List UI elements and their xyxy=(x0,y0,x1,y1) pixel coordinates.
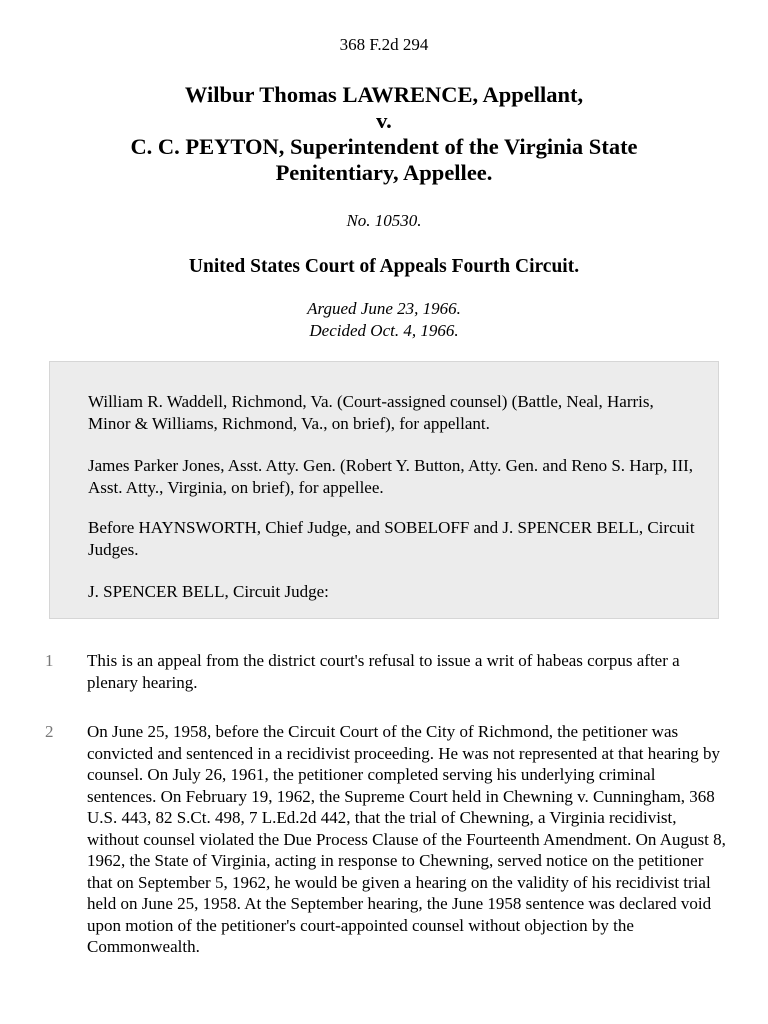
paragraph-number: 1 xyxy=(45,651,54,670)
paragraph-text: This is an appeal from the district court's refusal to issue a writ of habeas corpus after a plenary hearing. xyxy=(87,651,680,692)
decided-date: Decided Oct. 4, 1966. xyxy=(309,321,459,340)
paragraph-number: 2 xyxy=(45,722,54,741)
case-citation: 368 F.2d 294 xyxy=(339,35,429,54)
appellant-counsel: William R. Waddell, Richmond, Va. (Court-assigned counsel) (Battle, Neal, Harris, Minor & Williams, Richmond, Va., on brief), for appellant. xyxy=(88,392,654,433)
argued-date: Argued June 23, 1966. xyxy=(307,299,461,318)
court-name: United States Court of Appeals Fourth Circuit. xyxy=(188,256,580,277)
counsel-box xyxy=(49,361,719,619)
docket-number: No. 10530. xyxy=(346,211,422,230)
opinion-author: J. SPENCER BELL, Circuit Judge: xyxy=(88,582,329,601)
case-title-line: v. xyxy=(376,108,392,133)
case-dates xyxy=(0,298,768,342)
case-title-line: Wilbur Thomas LAWRENCE, Appellant, xyxy=(184,82,584,107)
case-title-line: C. C. PEYTON, Superintendent of the Virginia State xyxy=(130,134,638,159)
case-title xyxy=(60,82,708,186)
paragraph-text: On June 25, 1958, before the Circuit Court of the City of Richmond, the petitioner was convicted and sentenced in a recidivist proceeding. He was not represented at that hearing by counsel. On July 26, 1961, the petitioner completed serving his underlying criminal sentences. On February 19, 1962, the Supreme Court held in Chewning v. Cunningham, 368 U.S. 443, 82 S.Ct. 498, 7 L.Ed.2d 442, that the trial of Chewning, a Virginia recidivist, without counsel violated the Due Process Clause of the Fourteenth Amendment. On August 8, 1962, the State of Virginia, acting in response to Chewning, served notice on the petitioner that on September 5, 1962, he would be given a hearing on the validity of his recidivist trial held on June 25, 1958. At the September hearing, the June 1958 sentence was declared void upon motion of the petitioner's court-appointed counsel without objection by the Commonwealth. xyxy=(87,722,726,956)
appellee-counsel: James Parker Jones, Asst. Atty. Gen. (Robert Y. Button, Atty. Gen. and Reno S. Harp, III, Asst. Atty., Virginia, on brief), for appellee. xyxy=(88,456,694,497)
case-title-line: Penitentiary, Appellee. xyxy=(275,160,493,185)
panel-judges: Before HAYNSWORTH, Chief Judge, and SOBELOFF and J. SPENCER BELL, Circuit Judges. xyxy=(88,518,695,559)
